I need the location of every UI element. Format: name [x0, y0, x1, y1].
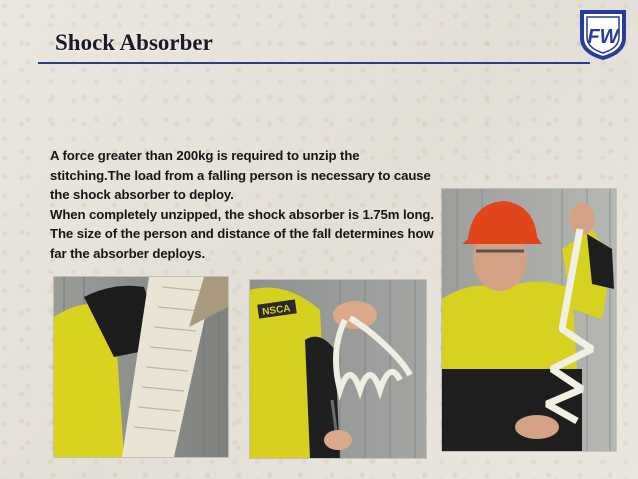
paragraph-length: When completely unzipped, the shock absorber is 1.75m long. The size of the person and distance of the fall determines how far the absorber deploys.	[50, 206, 434, 261]
photo-webbing-closeup	[54, 277, 228, 457]
company-logo	[578, 8, 628, 60]
slide-title: Shock Absorber	[55, 30, 213, 55]
title-underline	[38, 62, 590, 64]
photo-coiled-absorber	[250, 280, 426, 458]
photo-deployed-absorber	[442, 189, 616, 451]
fw-shield-icon	[578, 8, 628, 60]
description-text	[50, 146, 440, 263]
logo-text: FW	[587, 26, 619, 48]
nsca-badge: NSCA	[261, 303, 292, 319]
paragraph-force: A force greater than 200kg is required to unzip the stitching.The load from a falling person is necessary to cause the shock absorber to deploy.	[50, 148, 431, 202]
